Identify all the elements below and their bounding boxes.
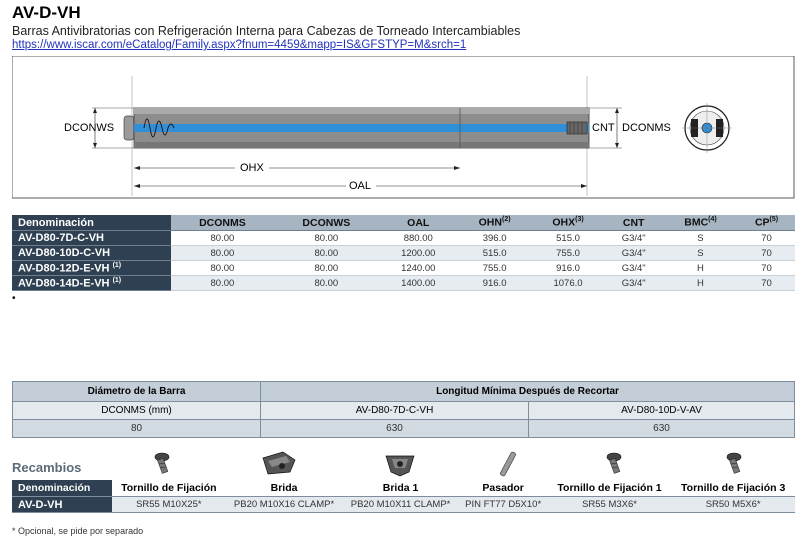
clamp-icon[interactable]: [386, 456, 414, 476]
recambios-title: Recambios: [12, 460, 82, 475]
spec-header-row: [12, 215, 795, 231]
part-cell[interactable]: PIN FT77 D5X10*: [459, 497, 548, 513]
spec-table: [12, 215, 795, 291]
page-title: AV-D-VH: [12, 3, 81, 22]
cell-dconws: 80.00: [274, 261, 379, 276]
col-dconms: DCONMS: [171, 215, 274, 231]
cell-oal: 1200.00: [379, 246, 458, 261]
label-ohx: OHX: [240, 162, 264, 174]
parts-table: [12, 480, 795, 513]
cell-ohx: 1076.0: [532, 276, 605, 291]
cell-cnt: G3/4": [604, 246, 662, 261]
cell-ohx: 755.0: [532, 246, 605, 261]
col-pasador: Pasador: [459, 480, 548, 497]
col-bar-diameter: Diámetro de la Barra: [13, 382, 261, 402]
page-subtitle: Barras Antivibratorias con Refrigeración Interna para Cabezas de Torneado Intercambiables: [12, 24, 521, 38]
catalog-link[interactable]: https://www.iscar.com/eCatalog/Family.aspx?fnum=4459&mapp=IS&GFSTYP=M&srch=1: [12, 39, 467, 51]
col-dconws: DCONWS: [274, 215, 379, 231]
sub-col-dconms: DCONMS (mm): [13, 402, 261, 420]
col-ohx: OHX$^{(3)}$: [532, 215, 605, 231]
val-dconms: 80: [13, 420, 261, 438]
clamp-icon[interactable]: [263, 452, 295, 474]
parts-icons: [0, 446, 804, 482]
col-oal: OAL: [379, 215, 458, 231]
cell-bmc: S: [663, 246, 738, 261]
part-cell[interactable]: SR55 M10X25*: [112, 497, 226, 513]
cell-cnt: G3/4": [604, 261, 662, 276]
row-name[interactable]: AV-D80-10D-C-VH: [12, 246, 171, 261]
row-name[interactable]: AV-D80-7D-C-VH: [12, 231, 171, 246]
screw-icon[interactable]: [607, 453, 621, 473]
cell-bmc: S: [663, 231, 738, 246]
cell-oal: 1240.00: [379, 261, 458, 276]
col-min-length: Longitud Mínima Después de Recortar: [261, 382, 795, 402]
label-dconws: DCONWS: [64, 122, 115, 134]
cell-cp: 70: [738, 261, 795, 276]
cell-dconms: 80.00: [171, 261, 274, 276]
min-length-header-row: [13, 382, 795, 402]
label-dconms: DCONMS: [622, 122, 671, 134]
col-denominacion: Denominación: [12, 480, 112, 497]
cell-cp: 70: [738, 231, 795, 246]
col-bmc: BMC$^{(4)}$: [663, 215, 738, 231]
table-row[interactable]: [12, 276, 795, 291]
col-cnt: CNT: [604, 215, 662, 231]
cell-dconws: 80.00: [274, 246, 379, 261]
val-10d: 630: [529, 420, 795, 438]
val-7d: 630: [261, 420, 529, 438]
col-brida: Brida: [226, 480, 343, 497]
parts-header-row: [12, 480, 795, 497]
bullet: •: [12, 293, 16, 304]
technical-drawing: [12, 56, 795, 199]
col-tornillo-fijacion: Tornillo de Fijación: [112, 480, 226, 497]
table-row[interactable]: [12, 246, 795, 261]
cell-bmc: H: [663, 276, 738, 291]
cell-ohn: 755.0: [458, 261, 532, 276]
col-tornillo-fijacion-1: Tornillo de Fijación 1: [548, 480, 672, 497]
col-cp: CP$^{(5)}$: [738, 215, 795, 231]
row-name[interactable]: AV-D80-12D-E-VH $^{(1)}$: [12, 261, 171, 276]
cell-ohn: 515.0: [458, 246, 532, 261]
row-name[interactable]: AV-D-VH: [12, 497, 112, 513]
sub-col-7d: AV-D80-7D-C-VH: [261, 402, 529, 420]
cell-dconms: 80.00: [171, 246, 274, 261]
min-length-value-row: [13, 420, 795, 438]
part-cell[interactable]: SR55 M3X6*: [548, 497, 672, 513]
col-brida-1: Brida 1: [343, 480, 459, 497]
footnote: * Opcional, se pide por separado: [12, 526, 144, 536]
cell-cp: 70: [738, 276, 795, 291]
cell-dconws: 80.00: [274, 231, 379, 246]
screw-icon[interactable]: [727, 453, 741, 473]
cell-dconms: 80.00: [171, 231, 274, 246]
cell-ohn: 916.0: [458, 276, 532, 291]
cell-cnt: G3/4": [604, 231, 662, 246]
cell-ohx: 916.0: [532, 261, 605, 276]
cell-cnt: G3/4": [604, 276, 662, 291]
col-denominacion: Denominación: [12, 215, 171, 231]
label-cnt: CNT: [592, 122, 615, 134]
min-length-table: [12, 381, 795, 438]
cell-dconws: 80.00: [274, 276, 379, 291]
table-row[interactable]: [12, 231, 795, 246]
table-row[interactable]: [12, 261, 795, 276]
part-cell[interactable]: SR50 M5X6*: [671, 497, 795, 513]
screw-icon[interactable]: [155, 453, 169, 473]
part-cell[interactable]: PB20 M10X11 CLAMP*: [343, 497, 459, 513]
min-length-subheader-row: [13, 402, 795, 420]
cell-ohn: 396.0: [458, 231, 532, 246]
table-row[interactable]: [12, 497, 795, 513]
cell-oal: 880.00: [379, 231, 458, 246]
cell-cp: 70: [738, 246, 795, 261]
cell-ohx: 515.0: [532, 231, 605, 246]
sub-col-10d: AV-D80-10D-V-AV: [529, 402, 795, 420]
row-name[interactable]: AV-D80-14D-E-VH $^{(1)}$: [12, 276, 171, 291]
col-tornillo-fijacion-3: Tornillo de Fijación 3: [671, 480, 795, 497]
label-oal: OAL: [349, 180, 372, 192]
col-ohn: OHN$^{(2)}$: [458, 215, 532, 231]
cell-dconms: 80.00: [171, 276, 274, 291]
part-cell[interactable]: PB20 M10X16 CLAMP*: [226, 497, 343, 513]
pin-icon[interactable]: [500, 451, 517, 476]
cell-oal: 1400.00: [379, 276, 458, 291]
cell-bmc: H: [663, 261, 738, 276]
